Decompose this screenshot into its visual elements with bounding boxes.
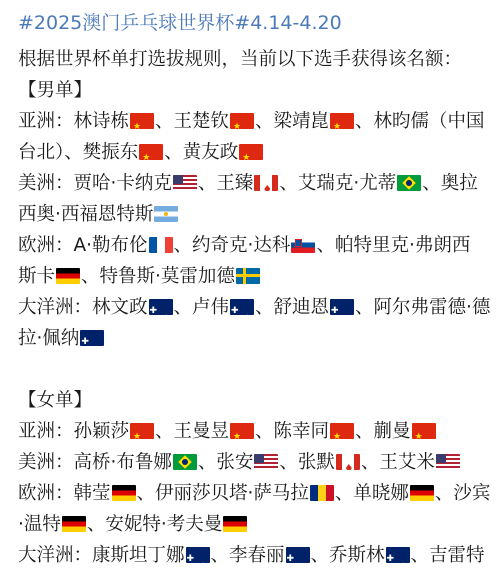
text: 西奥·西福恩特斯 [18, 204, 154, 225]
text: 大洋洲：林文政 [18, 297, 148, 318]
australia-flag-icon [386, 547, 410, 563]
text: 、伊丽莎贝塔·萨马拉 [136, 483, 309, 504]
canada-flag-icon [254, 175, 278, 191]
sweden-flag-icon [236, 268, 260, 284]
men-asia-line-1 [18, 106, 485, 137]
intro-text: 根据世界杯单打选拔规则，当前以下选手获得该名额： [18, 49, 463, 70]
text: 、阿尔弗雷德·德 [355, 297, 491, 318]
china-flag-icon [330, 113, 354, 129]
men-europe-line-1 [18, 230, 482, 261]
men-america-line-1 [18, 168, 482, 199]
text: 、特鲁斯·莫雷加德 [81, 266, 235, 287]
germany-flag-icon [410, 485, 434, 501]
women-europe-line-1 [18, 478, 491, 509]
romania-flag-icon [310, 485, 334, 501]
text: 、张安 [197, 452, 254, 473]
text: 、黄友政 [164, 142, 239, 163]
text: 、艾瑞克·尤蒂 [279, 173, 397, 194]
text: 、梁靖崑 [255, 111, 330, 132]
text: 大洋洲：康斯坦丁娜 [18, 545, 185, 566]
text: 美洲：贾哈·卡纳克 [18, 173, 172, 194]
women-asia-line [18, 416, 482, 447]
text: 亚洲：林诗栋 [18, 111, 130, 132]
text: 、单晓娜 [334, 483, 409, 504]
women-europe-line-2 [18, 509, 482, 540]
women-singles-heading: 【女单】 [18, 390, 93, 411]
argentina-flag-icon [154, 206, 178, 222]
men-america-line-2 [18, 199, 482, 230]
china-flag-icon [230, 113, 254, 129]
usa-flag-icon [254, 454, 278, 470]
china-flag-icon [230, 423, 254, 439]
spacer [18, 354, 482, 385]
china-flag-icon [130, 113, 154, 129]
text: 、王臻 [197, 173, 254, 194]
men-oceania-line-1 [18, 292, 491, 323]
women-america-line [18, 447, 482, 478]
text: 、约奇克·达科 [173, 235, 291, 256]
germany-flag-icon [112, 485, 136, 501]
text: 、卢伟 [173, 297, 230, 318]
australia-flag-icon [186, 547, 210, 563]
text: 、乔斯林 [310, 545, 385, 566]
text: ·温特 [18, 514, 61, 535]
post-body [18, 44, 491, 571]
text: 、王艾米 [360, 452, 435, 473]
hashtag-link[interactable]: #2025澳门乒乓球世界杯#4.14-4.20 [18, 12, 342, 34]
text: 拉·佩纳 [18, 328, 80, 349]
australia-flag-icon [230, 299, 254, 315]
text: 、奥拉 [422, 173, 478, 194]
text: 、吉雷特 [410, 545, 485, 566]
text: 、蒯曼 [355, 421, 411, 442]
women-oceania-line [18, 540, 485, 571]
china-flag-icon [412, 423, 436, 439]
china-flag-icon [130, 423, 154, 439]
text: 、张默 [279, 452, 335, 473]
usa-flag-icon [173, 175, 197, 191]
text: 美洲：高桥·布鲁娜 [18, 452, 172, 473]
france-flag-icon [149, 237, 173, 253]
text: 台北）、樊振东 [18, 142, 139, 163]
text: 亚洲：孙颖莎 [18, 421, 130, 442]
text: 、陈幸同 [255, 421, 330, 442]
usa-flag-icon [436, 454, 460, 470]
text: 、安妮特·考夫曼 [86, 514, 223, 535]
china-flag-icon [239, 144, 263, 160]
text: 、李春丽 [210, 545, 285, 566]
text: 欧洲：韩莹 [18, 483, 111, 504]
men-europe-line-2 [18, 261, 482, 292]
brazil-flag-icon [397, 175, 421, 191]
china-flag-icon [139, 144, 163, 160]
china-flag-icon [330, 423, 354, 439]
new-zealand-flag-icon [286, 547, 310, 563]
men-oceania-line-2 [18, 323, 482, 354]
germany-flag-icon [56, 268, 80, 284]
text: 、帕特里克·弗朗西 [316, 235, 471, 256]
slovenia-flag-icon [291, 237, 315, 253]
australia-flag-icon [149, 299, 173, 315]
text: 斯卡 [18, 266, 56, 287]
men-asia-line-2 [18, 137, 482, 168]
text: 、王楚钦 [155, 111, 230, 132]
text: 、林昀儒（中国 [355, 111, 485, 132]
text: 、王曼昱 [155, 421, 230, 442]
germany-flag-icon [62, 516, 86, 532]
text: 欧洲：A·勒布伦 [18, 235, 148, 256]
germany-flag-icon [223, 516, 247, 532]
brazil-flag-icon [173, 454, 197, 470]
canada-flag-icon [336, 454, 360, 470]
text: 、舒迪恩 [255, 297, 330, 318]
men-singles-heading: 【男单】 [18, 80, 93, 101]
new-zealand-flag-icon [330, 299, 354, 315]
text: 、沙宾 [434, 483, 491, 504]
new-zealand-flag-icon [80, 330, 104, 346]
